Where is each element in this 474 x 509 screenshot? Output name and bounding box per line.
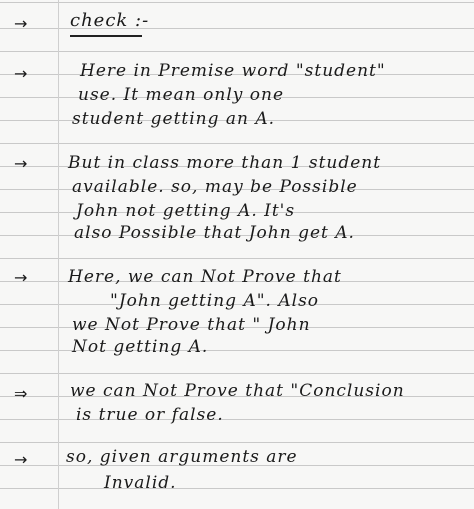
note-line: we Not Prove that " John: [72, 315, 311, 335]
note-line: we can Not Prove that "Conclusion: [70, 381, 405, 401]
note-line: Not getting A.: [72, 337, 209, 357]
note-line: Invalid.: [104, 473, 177, 493]
note-line: is true or false.: [76, 405, 224, 425]
arrow-icon: ⇒: [14, 384, 28, 403]
note-line: available. so, may be Possible: [72, 177, 358, 197]
note-line: use. It mean only one: [78, 85, 285, 105]
page-title: check :-: [70, 10, 150, 31]
note-line: student getting an A.: [72, 109, 276, 129]
note-line: Here, we can Not Prove that: [68, 267, 342, 287]
margin-line: [58, 0, 59, 509]
note-line: "John getting A". Also: [110, 291, 320, 311]
title-underline: [70, 35, 142, 37]
arrow-icon: →: [14, 14, 28, 33]
arrow-icon: →: [14, 64, 28, 83]
arrow-icon: →: [14, 268, 28, 287]
note-line: also Possible that John get A.: [74, 223, 355, 243]
note-line: John not getting A. It's: [76, 201, 296, 221]
note-line: But in class more than 1 student: [68, 153, 382, 173]
note-line: Here in Premise word "student": [80, 61, 386, 81]
arrow-icon: →: [14, 154, 28, 173]
note-line: so, given arguments are: [66, 447, 298, 467]
arrow-icon: →: [14, 450, 28, 469]
